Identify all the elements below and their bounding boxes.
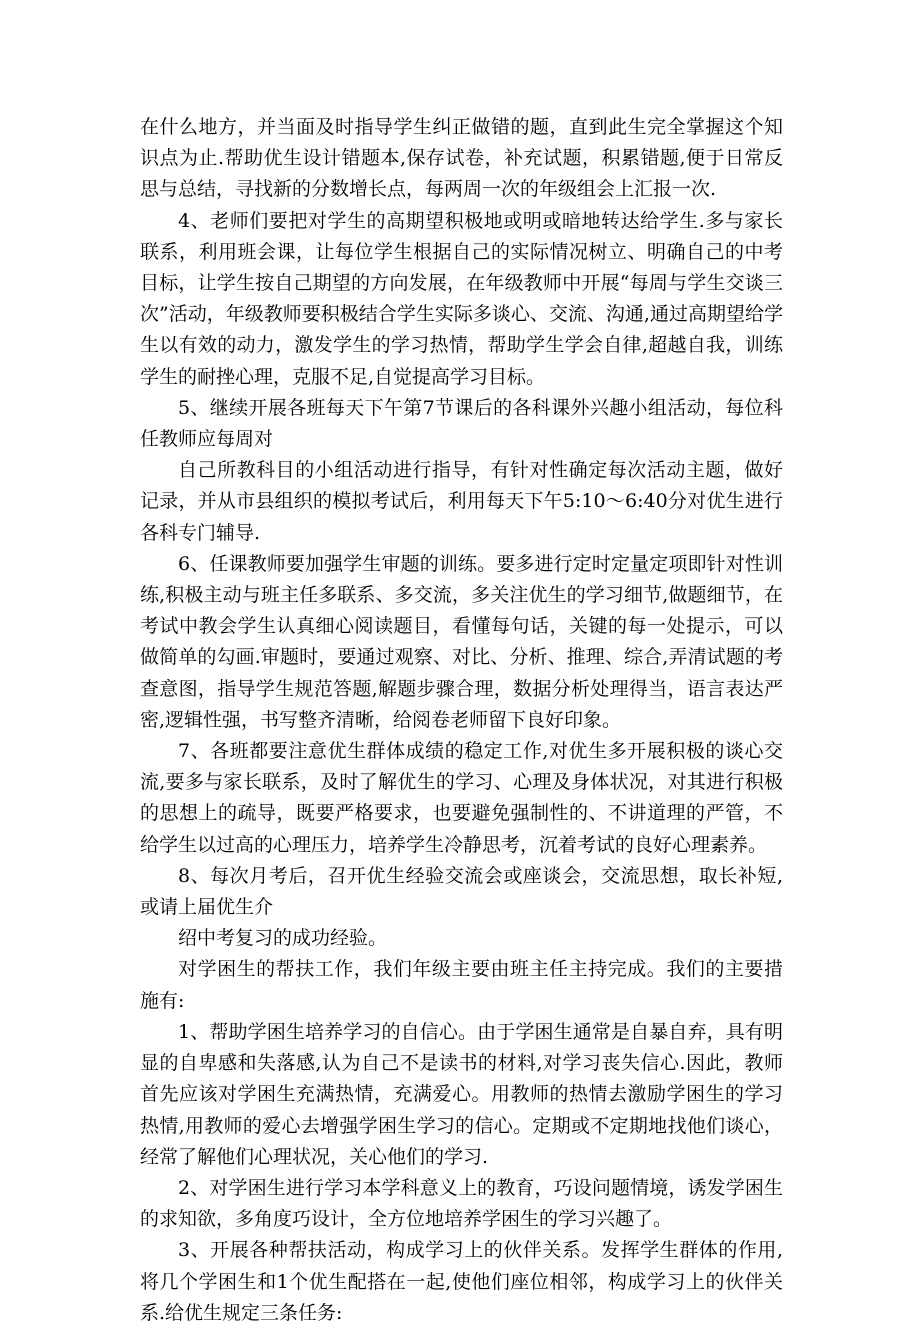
paragraph: 5、继续开展各班每天下午第7节课后的各科课外兴趣小组活动，每位科任教师应每周对 <box>140 396 783 451</box>
paragraph: 7、各班都要注意优生群体成绩的稳定工作,对优生多开展积极的谈心交流,要多与家长联系，及时了解优生的学习、心理及身体状况，对其进行积极的思想上的疏导，既要严格要求，也要避免强制性的、不讲道理的严管，不给学生以过高的心理压力，培养学生冷静思考，沉着考试的良好心理素养。 <box>140 740 783 856</box>
paragraph: 对学困生的帮扶工作，我们年级主要由班主任主持完成。我们的主要措施有: <box>140 958 783 1012</box>
paragraph: 1、帮助学困生培养学习的自信心。由于学困生通常是自暴自弃，具有明显的自卑感和失落感,认为自己不是读书的材料,对学习丧失信心.因此，教师首先应该对学困生充满热情，充满爱心。用教师的热情去激励学困生的学习热情,用教师的爱心去增强学困生学习的信心。定期或不定期地找他们谈心，经常了解他们心理状况，关心他们的学习. <box>140 1020 783 1168</box>
paragraph: 6、任课教师要加强学生审题的训练。要多进行定时定量定项即针对性训练,积极主动与班主任多联系、多交流，多关注优生的学习细节,做题细节，在考试中教会学生认真细心阅读题目，看懂每句话，关键的每一处提示，可以做简单的勾画.审题时，要通过观察、对比、分析、推理、综合,弄清试题的考查意图，指导学生规范答题,解题步骤合理，数据分析处理得当，语言表达严密,逻辑性强，书写整齐清晰，给阅卷老师留下良好印象。 <box>140 552 783 731</box>
document-body <box>140 112 783 1329</box>
paragraph: 在什么地方，并当面及时指导学生纠正做错的题，直到此生完全掌握这个知识点为止.帮助优生设计错题本,保存试卷，补充试题，积累错题,便于日常反思与总结，寻找新的分数增长点，每两周一次的年级组会上汇报一次. <box>140 116 783 201</box>
paragraph: 自己所教科目的小组活动进行指导，有针对性确定每次活动主题，做好记录，并从市县组织的模拟考试后，利用每天下午5:10～6:40分对优生进行各科专门辅导. <box>140 459 783 544</box>
paragraph: 8、每次月考后，召开优生经验交流会或座谈会，交流思想，取长补短,或请上届优生介 <box>140 864 783 919</box>
paragraph: 4、老师们要把对学生的高期望积极地或明或暗地转达给学生.多与家长联系，利用班会课，让每位学生根据自己的实际情况树立、明确自己的中考目标，让学生按自己期望的方向发展，在年级教师中开展“每周与学生交谈三次”活动，年级教师要积极结合学生实际多谈心、交流、沟通,通过高期望给学生以有效的动力，激发学生的学习热情，帮助学生学会自律,超越自我，训练学生的耐挫心理，克服不足,自觉提高学习目标。 <box>140 209 783 388</box>
paragraph: 绍中考复习的成功经验。 <box>178 927 388 950</box>
paragraph: 2、对学困生进行学习本学科意义上的教育，巧设问题情境，诱发学困生的求知欲，多角度巧设计，全方位地培养学困生的学习兴趣了。 <box>140 1176 783 1231</box>
paragraph: 3、开展各种帮扶活动，构成学习上的伙伴关系。发挥学生群体的作用,将几个学困生和1个优生配搭在一起,使他们座位相邻，构成学习上的伙伴关系.给优生规定三条任务: <box>140 1239 783 1324</box>
